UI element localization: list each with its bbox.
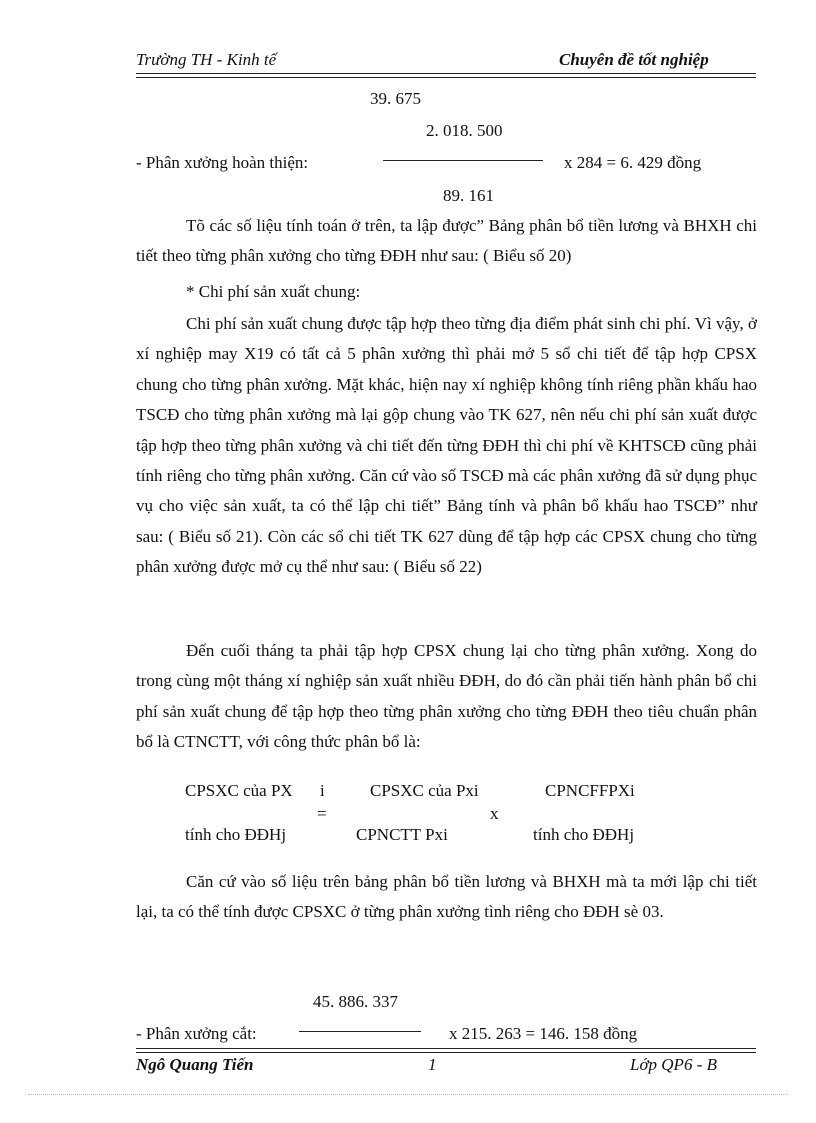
calc-top-label: - Phân xưởng hoàn thiện: [136,153,309,172]
calc-bottom-label: - Phân xưởng cắt: [136,1024,257,1043]
calc-bottom-fraction-line [299,1031,421,1032]
calc-bottom-result: x 215. 263 = 146. 158 đồng [449,1024,638,1043]
paragraph-2: * Chi phí sản xuất chung: [186,282,361,301]
formula-equals: = [317,804,327,823]
calc-top-numerator: 2. 018. 500 [426,121,503,140]
footer-class: Lớp QP6 - B [630,1055,717,1074]
header-rule-top [136,73,756,74]
formula-right-top: CPNCFFPXi [545,781,635,800]
calc-top-fraction-line [383,160,543,161]
paragraph-1: Tõ các số liệu tính toán ở trên, ta lập được” Bảng phân bổ tiền lương và BHXH chi tiết theo từng phân xưởng cho từng ĐĐH như sau: ( Biểu số 20) [136,216,757,266]
header-title: Chuyên đề tốt nghiệp [559,50,709,69]
paragraph-3: Chi phí sản xuất chung được tập hợp theo từng địa điểm phát sinh chi phí. Vì vậy, ở xí nghiệp may X19 có tất cả 5 phân xưởng thì phải mở 5 sổ chi tiết để tập hợp CPSX chung cho từng phân xưởng. Mặt khác, hiện nay xí nghiệp không tính riêng phần khấu hao TSCĐ cho từng phân xưởng mà lại gộp chung vào TK 627, nên nếu chi phí sản xuất được tập hợp theo từng phân xưởng và chi tiết đến từng ĐĐH thì chi phí về KHTSCĐ cũng phải tính riêng cho từng phân xưởng. Căn cứ vào số TSCĐ mà các phân xưởng đã sử dụng phục vụ cho việc sản xuất, ta có thể lập chi tiết” Bảng tính và phân bổ khấu hao TSCĐ” như sau: ( Biểu số 21). Còn các sổ chi tiết TK 627 dùng để tập hợp các CPSX chung cho từng phân xưởng được mở cụ thể như sau: ( Biểu số 22) [136,314,757,577]
calc-top-result: x 284 = 6. 429 đồng [564,153,702,172]
header-rule-bottom [136,77,756,78]
header-school: Trường TH - Kinh tế [136,50,277,69]
footer-author: Ngô Quang Tiến [136,1055,254,1074]
paragraph-5: Căn cứ vào số liệu trên bảng phân bổ tiền lương và BHXH mà ta mới lập chi tiết lại, ta có thể tính được CPSXC ở từng phân xưởng tình riêng cho ĐĐH sè 03. [136,872,757,922]
formula-mid-top: CPSXC của Pxi [370,781,479,800]
formula-lhs-index: i [320,781,325,800]
formula-right-bottom: tính cho ĐĐHj [533,825,635,844]
formula-lhs-bottom: tính cho ĐĐHj [185,825,287,844]
page-edge-dotted-line [28,1094,788,1095]
calc-bottom-numerator: 45. 886. 337 [313,992,398,1011]
formula-lhs-top: CPSXC của PX [185,781,293,800]
formula-mid-bottom: CPNCTT Pxi [356,825,448,844]
paragraph-4: Đến cuối tháng ta phải tập hợp CPSX chung lại cho từng phân xưởng. Xong do trong cùng một tháng xí nghiệp sản xuất nhiều ĐĐH, do đó cần phải tiến hành phân bổ chi phí sản xuất chung để tập hợp theo từng phân xưởng cho từng ĐĐH theo tiêu chuẩn phân bổ là CTNCTT, với công thức phân bổ là: [136,641,757,752]
footer-rule-top [136,1048,756,1049]
footer-rule-bottom [136,1052,756,1053]
prev-denominator: 39. 675 [370,89,421,108]
page-number: 1 [428,1055,437,1074]
formula-times: x [490,804,499,823]
calc-top-denominator: 89. 161 [443,186,494,205]
